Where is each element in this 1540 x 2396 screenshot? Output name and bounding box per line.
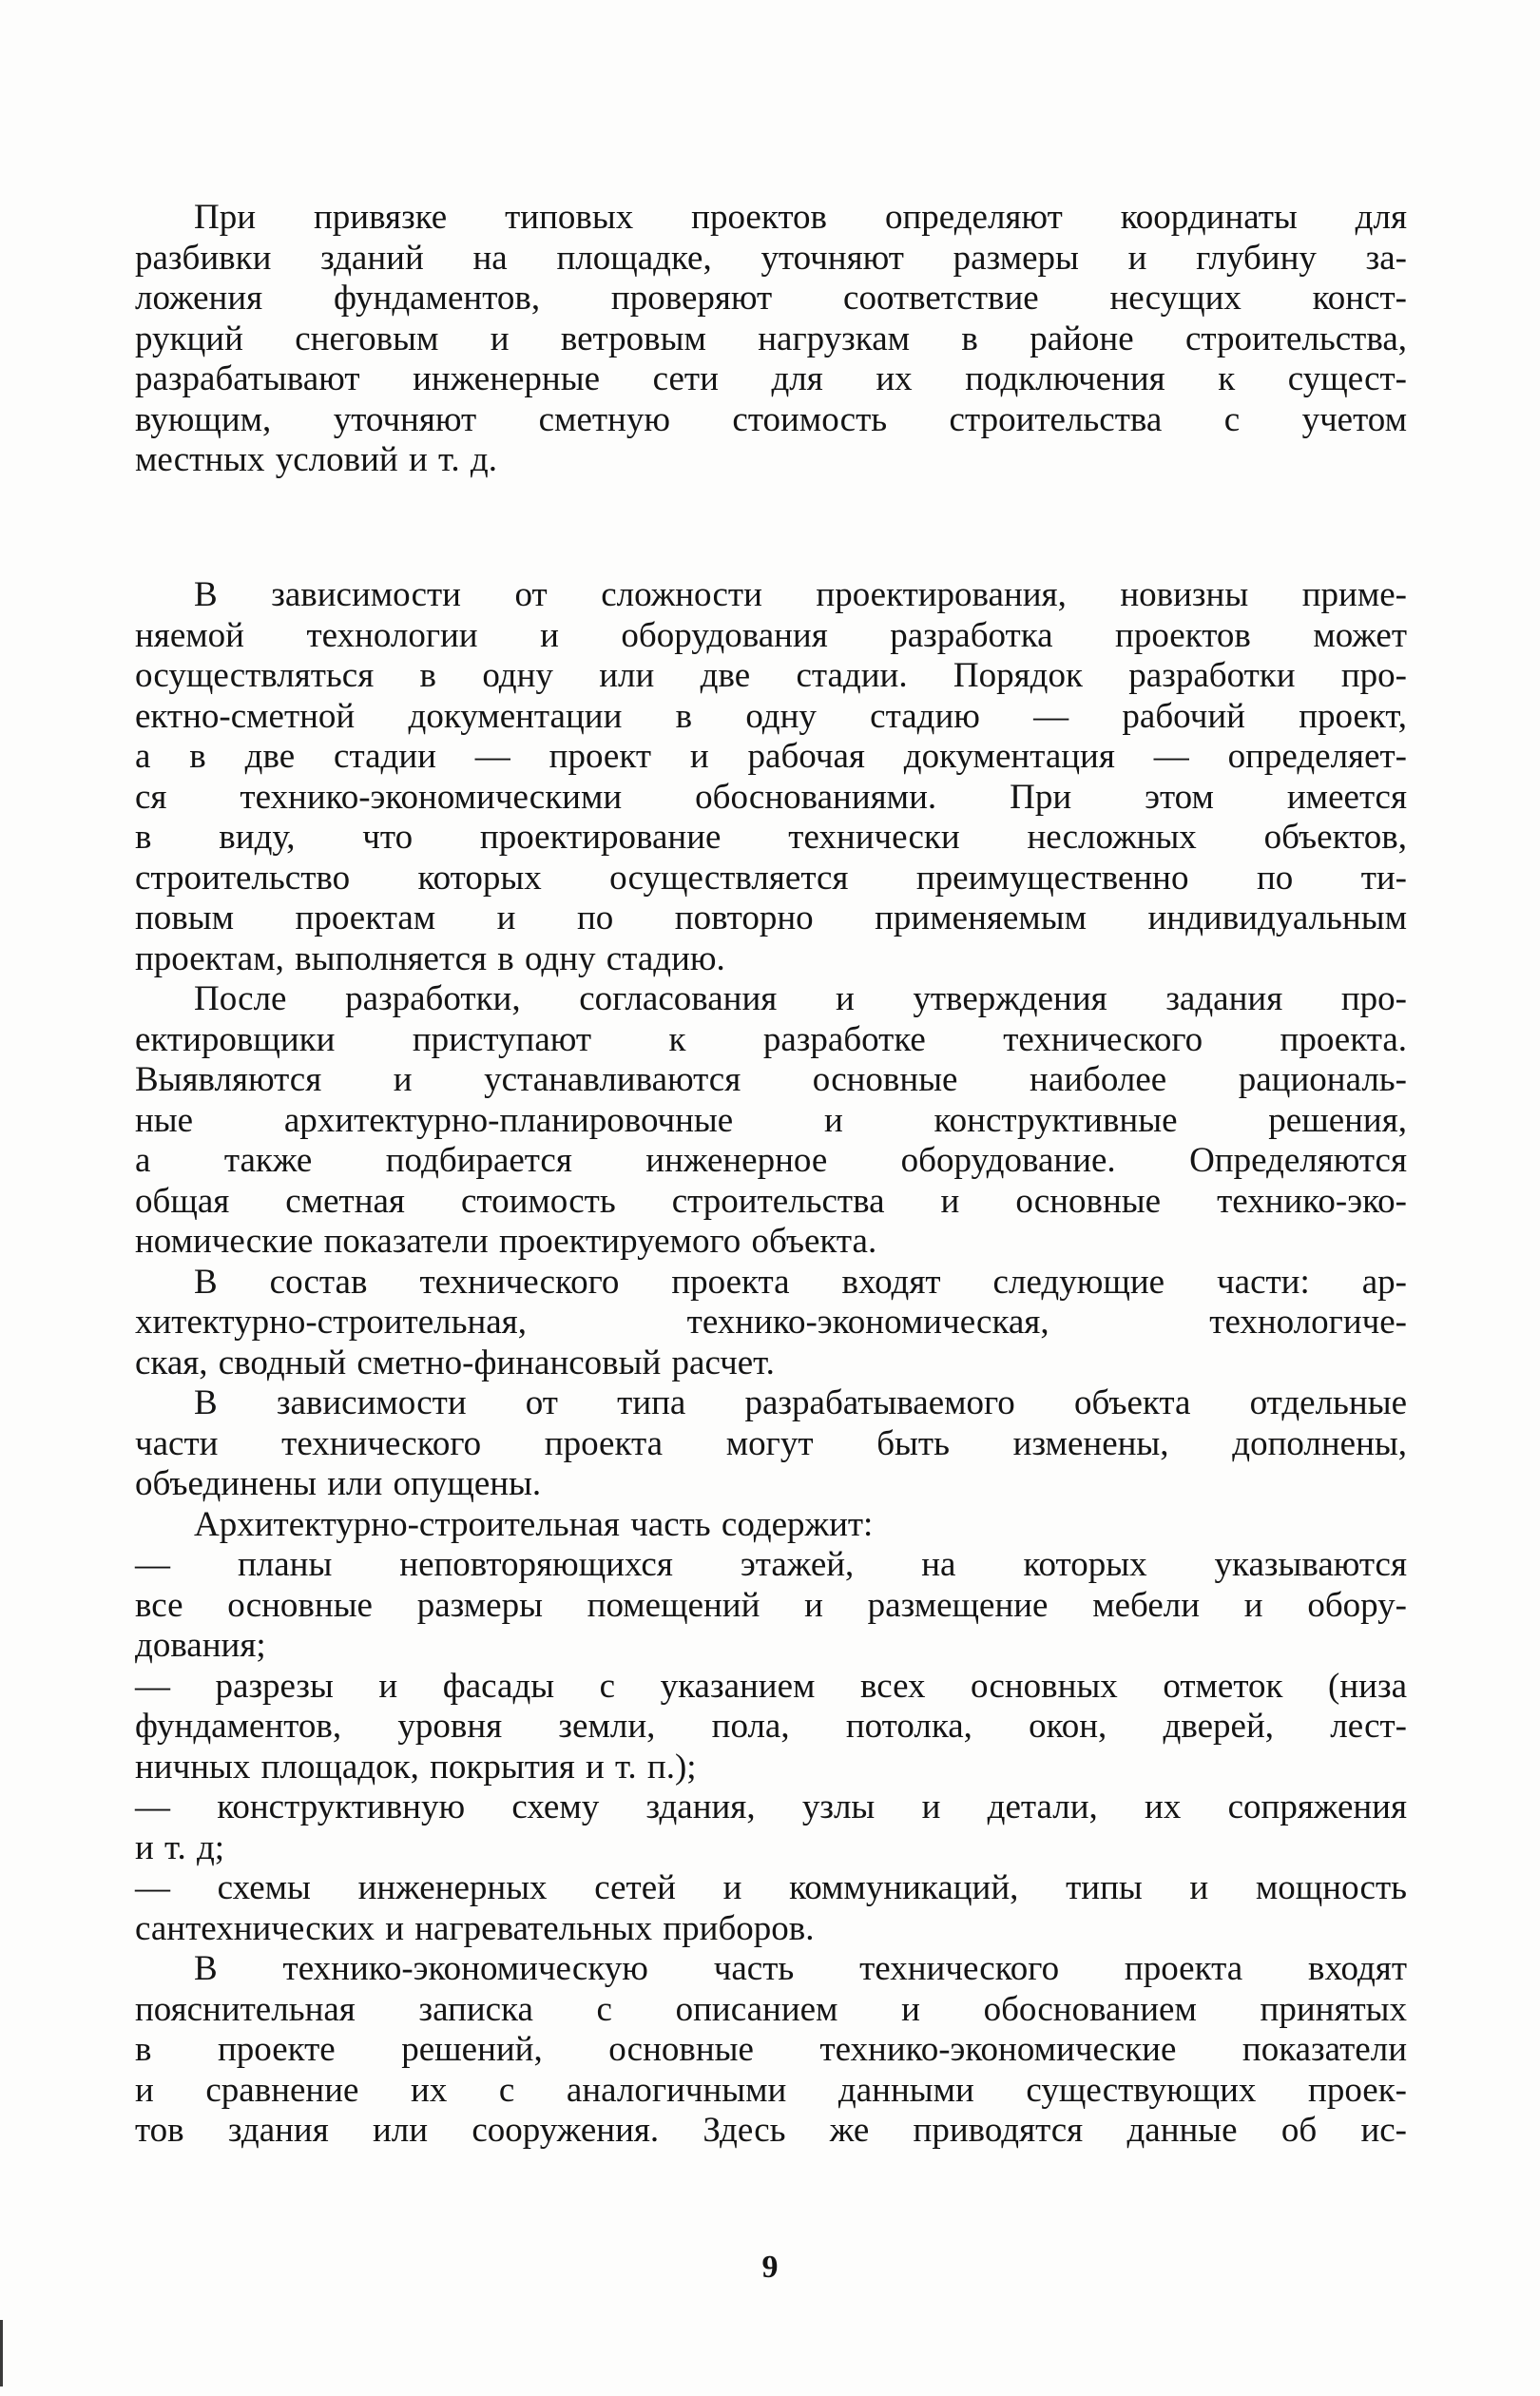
text-line: После разработки, согласования и утверждения задания про- [194, 979, 1407, 1018]
text-line: объединены или опущены. [135, 1464, 542, 1503]
scan-edge-mark [0, 2320, 3, 2386]
text-line: в виду, что проектирование технически несложных объектов, [135, 818, 1407, 857]
text-line: ектно-сметной документации в одну стадию — рабочий проект, [135, 696, 1407, 736]
text-line: в проекте решений, основные технико-экономические показатели [135, 2030, 1407, 2069]
text-line: общая сметная стоимость строительства и основные технико-эко- [135, 1181, 1407, 1221]
text-line: ская, сводный сметно-финансовый расчет. [135, 1343, 775, 1382]
text-line: ектировщики приступают к разработке технического проекта. [135, 1019, 1407, 1059]
text-line: и сравнение их с аналогичными данными существующих проек- [135, 2070, 1407, 2110]
text-line: и т. д; [135, 1827, 225, 1867]
text-line: фундаментов, уровня земли, пола, потолка, окон, дверей, лест- [135, 1707, 1407, 1746]
text-line: рукций снеговым и ветровым нагрузкам в районе строительства, [135, 319, 1407, 358]
text-line: а также подбирается инженерное оборудование. Определяются [135, 1141, 1407, 1180]
list-item-line: — конструктивную схему здания, узлы и детали, их сопряжения [135, 1787, 1407, 1826]
text-line: ся технико-экономическими обоснованиями. При этом имеется [135, 777, 1407, 817]
list-item-line: — планы неповторяющихся этажей, на которых указываются [135, 1545, 1407, 1584]
text-line: вующим, уточняют сметную стоимость строительства с учетом [135, 399, 1407, 439]
text-line: В состав технического проекта входят следующие части: ар- [194, 1262, 1407, 1302]
text-line: осуществляться в одну или две стадии. Порядок разработки про- [135, 656, 1407, 695]
text-line: разрабатывают инженерные сети для их подключения к сущест- [135, 359, 1407, 398]
text-line: В зависимости от сложности проектирования, новизны приме- [194, 575, 1407, 614]
text-line: проектам, выполняется в одну стадию. [135, 938, 725, 978]
text-line: пояснительная записка с описанием и обоснованием принятых [135, 1989, 1407, 2029]
text-line: части технического проекта могут быть изменены, дополнены, [135, 1423, 1407, 1463]
text-line: ложения фундаментов, проверяют соответствие несущих конст- [135, 279, 1407, 318]
text-line: номические показатели проектируемого объекта. [135, 1222, 877, 1261]
list-item-line: — схемы инженерных сетей и коммуникаций, типы и мощность [135, 1868, 1407, 1907]
text-line: все основные размеры помещений и размещение мебели и обору- [135, 1585, 1407, 1625]
text-line: разбивки зданий на площадке, уточняют размеры и глубину за- [135, 238, 1407, 278]
text-line: няемой технологии и оборудования разработка проектов может [135, 615, 1407, 655]
main-body-text [135, 575, 1407, 2152]
text-line: хитектурно-строительная, технико-экономическая, технологиче- [135, 1303, 1407, 1342]
text-line: Архитектурно-строительная часть содержит: [194, 1504, 874, 1544]
text-line: В технико-экономическую часть технического проекта входят [194, 1949, 1407, 1988]
paragraph-typical-projects [135, 198, 1407, 481]
text-line: При привязке типовых проектов определяют координаты для [194, 198, 1407, 237]
text-line: строительство которых осуществляется преимущественно по ти- [135, 858, 1407, 898]
text-line: местных условий и т. д. [135, 440, 497, 479]
text-line: Выявляются и устанавливаются основные наиболее рациональ- [135, 1060, 1407, 1099]
page-number: 9 [761, 2250, 779, 2285]
text-line: повым проектам и по повторно применяемым индивидуальным [135, 898, 1407, 937]
text-line: сантехнических и нагревательных приборов. [135, 1908, 815, 1948]
text-line: ничных площадок, покрытия и т. п.); [135, 1747, 697, 1787]
text-line: дования; [135, 1626, 266, 1665]
list-item-line: — разрезы и фасады с указанием всех основных отметок (низа [135, 1666, 1407, 1706]
text-line: тов здания или сооружения. Здесь же приводятся данные об ис- [135, 2111, 1407, 2150]
text-line: В зависимости от типа разрабатываемого объекта отдельные [194, 1383, 1407, 1422]
text-line: ные архитектурно-планировочные и конструктивные решения, [135, 1100, 1407, 1140]
text-line: а в две стадии — проект и рабочая документация — определяет- [135, 737, 1407, 776]
